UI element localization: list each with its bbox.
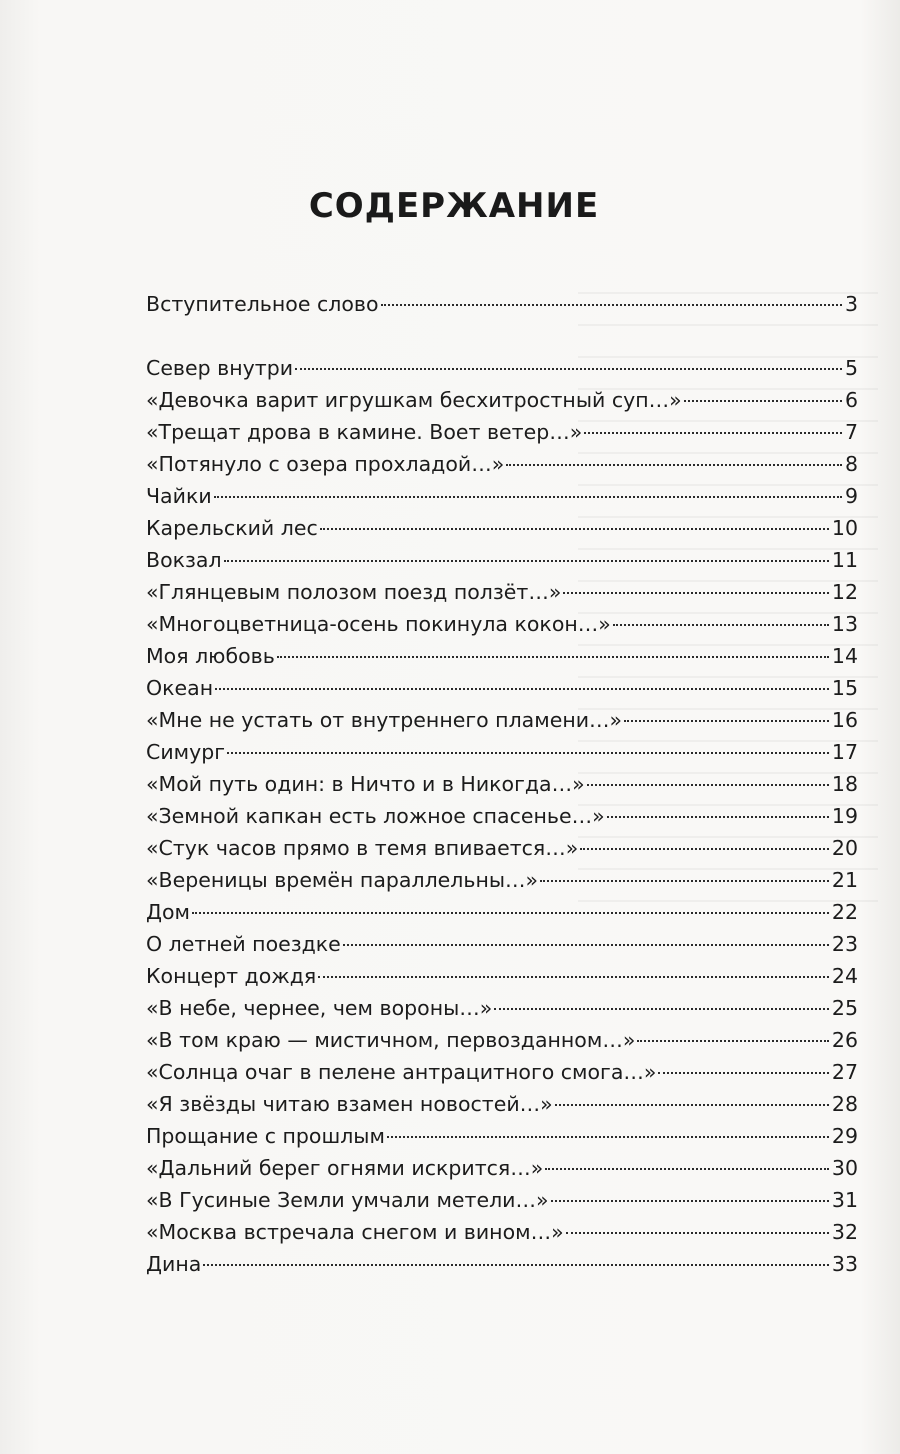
- toc-entry-page-number: 15: [831, 676, 858, 700]
- dot-leader: [227, 732, 829, 755]
- toc-entry-page-number: 12: [831, 580, 858, 604]
- dot-leader: [540, 860, 829, 883]
- toc-entry-page-number: 5: [844, 356, 858, 380]
- toc-entry-title: Север внутри: [146, 356, 294, 380]
- dot-leader: [624, 700, 829, 723]
- dot-leader: [584, 412, 842, 435]
- dot-leader: [343, 924, 829, 947]
- toc-entry-page-number: 22: [831, 900, 858, 924]
- dot-leader: [684, 380, 842, 403]
- dot-leader: [563, 572, 829, 595]
- toc-entry-page-number: 11: [831, 548, 858, 572]
- toc-entry-page-number: 25: [831, 996, 858, 1020]
- toc-entry-title: «В том краю — мистичном, первозданном…»: [146, 1028, 636, 1052]
- dot-leader: [224, 540, 829, 563]
- toc-entry-page-number: 7: [844, 420, 858, 444]
- dot-leader: [658, 1052, 828, 1075]
- toc-entry-page-number: 23: [831, 932, 858, 956]
- dot-leader: [320, 508, 829, 531]
- toc-entry-title: Вступительное слово: [146, 292, 379, 316]
- page-title: СОДЕРЖАНИЕ: [308, 186, 600, 226]
- dot-leader: [318, 956, 829, 979]
- toc-entry-page-number: 33: [831, 1252, 858, 1276]
- toc-entry-title: «Вереницы времён параллельны…»: [146, 868, 539, 892]
- toc-entry-title: «Многоцветница-осень покинула кокон…»: [146, 612, 611, 636]
- toc-entry-title: Прощание с прошлым: [146, 1124, 385, 1148]
- toc-entry-page-number: 21: [831, 868, 858, 892]
- toc-entry-title: О летней поездке: [146, 932, 341, 956]
- toc-entry-page-number: 16: [831, 708, 858, 732]
- toc-entry-title: Океан: [146, 676, 214, 700]
- toc-entry-title: «Мне не устать от внутреннего пламени…»: [146, 708, 623, 732]
- dot-leader: [381, 284, 842, 307]
- toc-entry-page-number: 10: [831, 516, 858, 540]
- dot-leader: [203, 1244, 829, 1267]
- toc-entry-title: Карельский лес: [146, 516, 318, 540]
- toc-entry-title: «В Гусиные Земли умчали метели…»: [146, 1188, 549, 1212]
- toc-entry-title: «Солнца очаг в пелене антрацитного смога…»: [146, 1060, 657, 1084]
- toc-entry-title: «Стук часов прямо в темя впивается…»: [146, 836, 579, 860]
- dot-leader: [551, 1180, 829, 1203]
- dot-leader: [215, 668, 829, 691]
- dot-leader: [192, 892, 829, 915]
- toc-entry-page-number: 18: [831, 772, 858, 796]
- toc-entry-page-number: 3: [844, 292, 858, 316]
- dot-leader: [637, 1020, 829, 1043]
- toc-entry-page-number: 28: [831, 1092, 858, 1116]
- toc-entry-title: «Я звёзды читаю взамен новостей…»: [146, 1092, 553, 1116]
- toc-entry-title: «Потянуло с озера прохладой…»: [146, 452, 505, 476]
- toc-entry-title: «Москва встречала снегом и вином…»: [146, 1220, 564, 1244]
- toc-entry-page-number: 26: [831, 1028, 858, 1052]
- toc-entry-title: «Девочка варит игрушкам бесхитростный суп…»: [146, 388, 682, 412]
- toc-entry-page-number: 9: [844, 484, 858, 508]
- toc-entry-title: «Трещат дрова в камине. Воет ветер…»: [146, 420, 583, 444]
- dot-leader: [566, 1212, 829, 1235]
- dot-leader: [506, 444, 842, 467]
- toc-entry-page-number: 31: [831, 1188, 858, 1212]
- dot-leader: [613, 604, 829, 627]
- toc-entry-title: Дом: [146, 900, 191, 924]
- toc-entry-page-number: 14: [831, 644, 858, 668]
- toc-entry-title: Симург: [146, 740, 226, 764]
- dot-leader: [587, 764, 829, 787]
- dot-leader: [277, 636, 829, 659]
- toc-entry-title: «Дальний берег огнями искрится…»: [146, 1156, 544, 1180]
- toc-entry-page-number: 27: [831, 1060, 858, 1084]
- dot-leader: [545, 1148, 829, 1171]
- toc-entry-page-number: 24: [831, 964, 858, 988]
- dot-leader: [555, 1084, 829, 1107]
- toc-entry-title: Концерт дождя: [146, 964, 317, 988]
- toc-entry-page-number: 8: [844, 452, 858, 476]
- toc-entry-page-number: 17: [831, 740, 858, 764]
- table-of-contents: [146, 288, 858, 1280]
- toc-entry-page-number: 29: [831, 1124, 858, 1148]
- dot-leader: [214, 476, 842, 499]
- toc-entry-page-number: 20: [831, 836, 858, 860]
- toc-entry-title: «Глянцевым полозом поезд ползёт…»: [146, 580, 562, 604]
- toc-entry-title: Дина: [146, 1252, 202, 1276]
- toc-entry-page-number: 13: [831, 612, 858, 636]
- dot-leader: [387, 1116, 829, 1139]
- toc-entry-title: «В небе, чернее, чем вороны…»: [146, 996, 493, 1020]
- toc-entry-title: Вокзал: [146, 548, 222, 572]
- toc-entry: [146, 1248, 858, 1280]
- toc-entry-title: Моя любовь: [146, 644, 275, 668]
- toc-entry-title: «Земной капкан есть ложное спасенье…»: [146, 804, 605, 828]
- dot-leader: [607, 796, 829, 819]
- toc-entry-page-number: 30: [831, 1156, 858, 1180]
- toc-entry-title: «Мой путь один: в Ничто и в Никогда…»: [146, 772, 585, 796]
- dot-leader: [494, 988, 829, 1011]
- toc-entry-page-number: 32: [831, 1220, 858, 1244]
- toc-entry-page-number: 6: [844, 388, 858, 412]
- dot-leader: [580, 828, 829, 851]
- toc-entry: [146, 288, 858, 320]
- toc-entry-title: Чайки: [146, 484, 212, 508]
- toc-entry-page-number: 19: [831, 804, 858, 828]
- dot-leader: [295, 348, 842, 371]
